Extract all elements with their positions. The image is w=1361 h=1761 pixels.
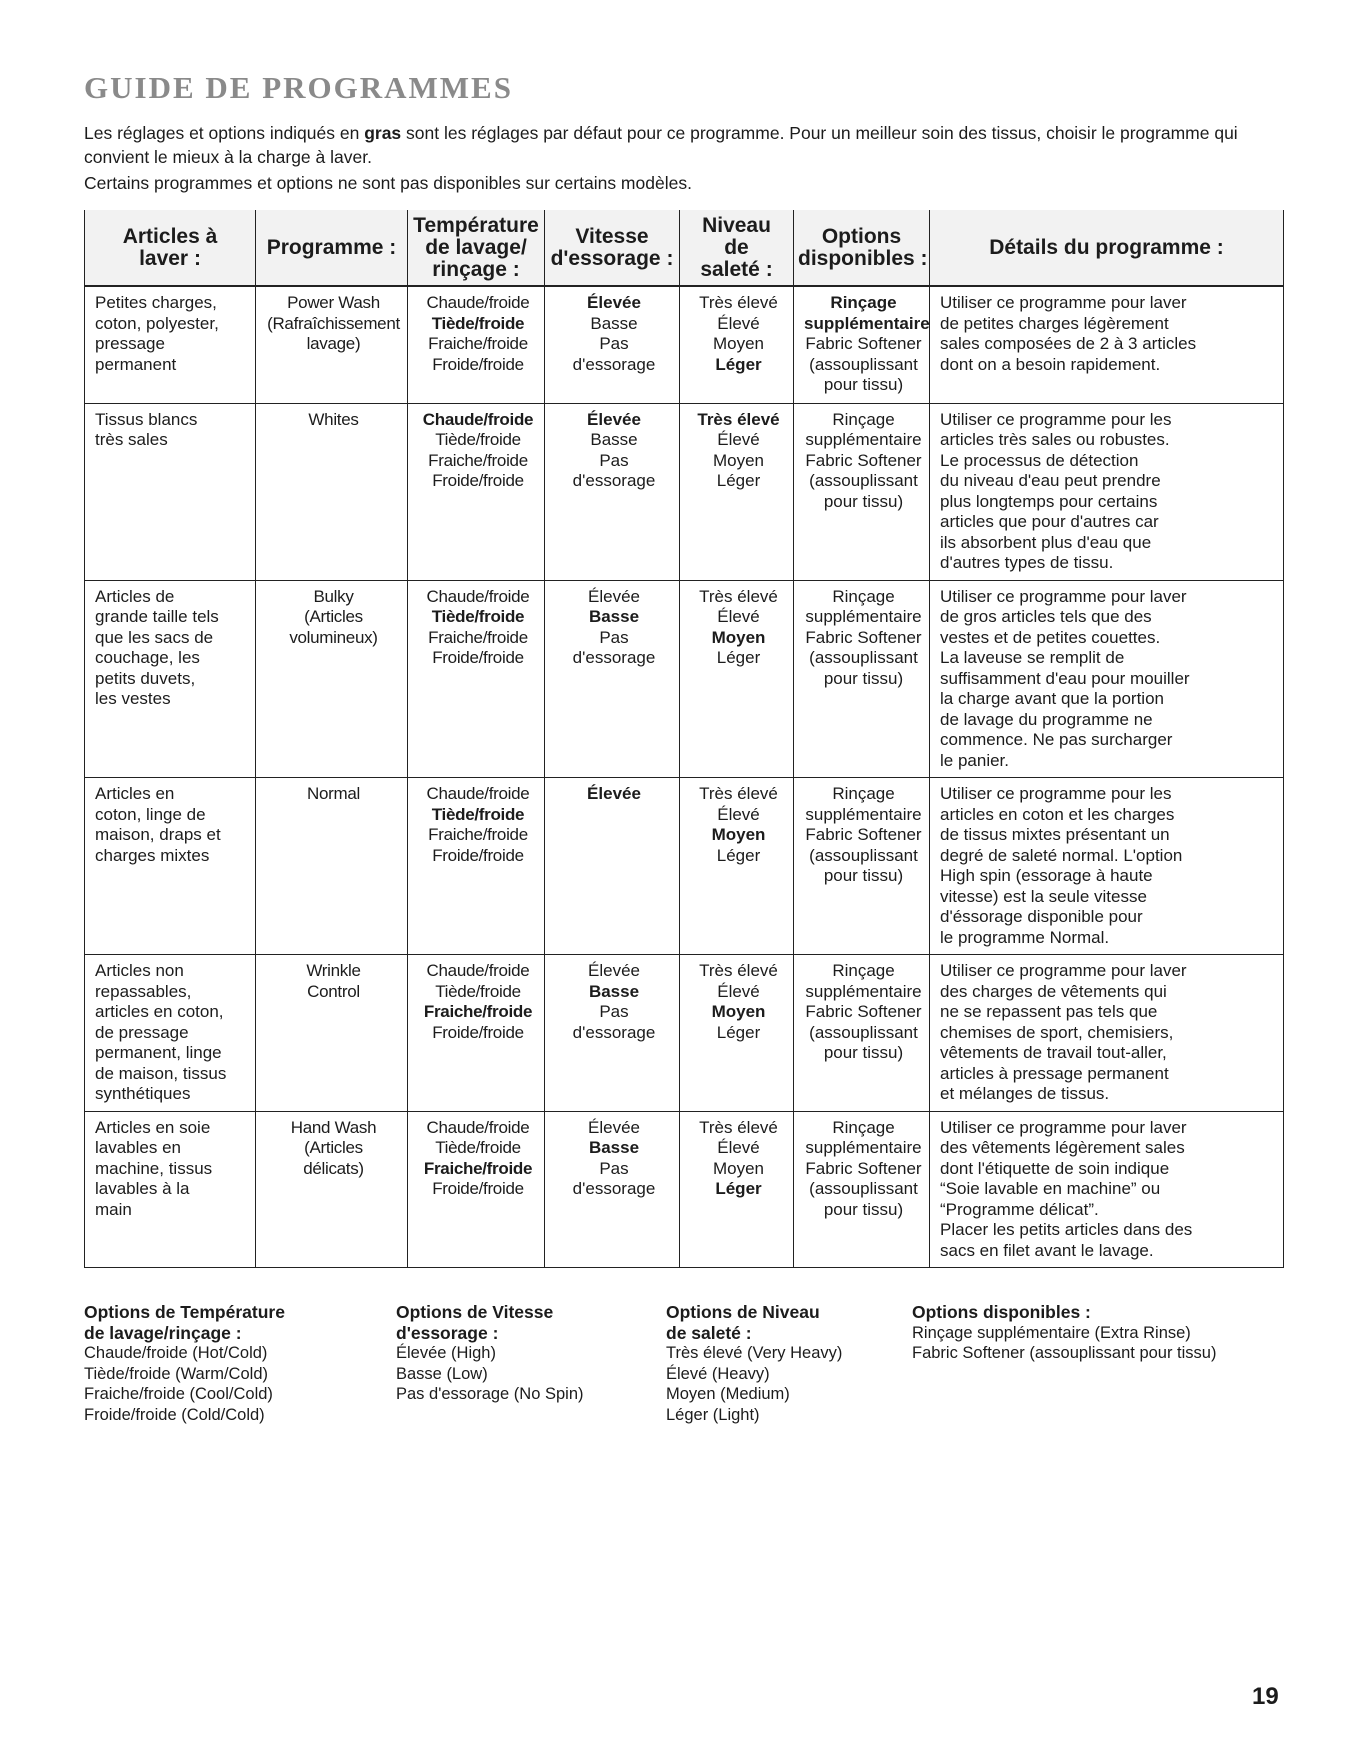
cell-line: volumineux) xyxy=(289,627,378,647)
cell-niveau xyxy=(680,580,794,778)
cell-options xyxy=(794,778,930,955)
cell-line: Pas xyxy=(599,1158,629,1178)
cell-line: pour tissu) xyxy=(823,1199,904,1219)
cell-line: Élevé xyxy=(717,981,760,1001)
cell-line: supplémentaire xyxy=(805,981,922,1001)
cell-line: Chaude/froide xyxy=(426,1117,530,1137)
cell-line: Petites charges, xyxy=(95,293,217,312)
cell-line: Très élevé xyxy=(697,409,780,429)
cell-line: Utiliser ce programme pour les xyxy=(940,409,1172,429)
cell-line: Élevée xyxy=(588,586,640,606)
header-programme xyxy=(256,210,408,286)
page-number: 19 xyxy=(1252,1683,1279,1710)
cell-line: et mélanges de tissus. xyxy=(940,1084,1110,1103)
cell-line: le panier. xyxy=(940,750,1009,770)
cell-line: dont l'étiquette de soin indique xyxy=(940,1158,1170,1178)
cell-line: Tiède/froide xyxy=(431,804,525,824)
cell-line: de gros articles tels que des xyxy=(940,607,1152,626)
cell-line: de maison, tissus xyxy=(95,1063,227,1083)
cell-line: Tiède/froide xyxy=(435,981,521,1001)
cell-line: de lavage du programme ne xyxy=(940,709,1153,729)
cell-line: Fraiche/froide xyxy=(428,825,528,844)
cell-line: dont on a besoin rapidement. xyxy=(940,354,1161,374)
cell-articles xyxy=(85,286,256,403)
header-line: Options xyxy=(821,224,902,248)
header-details xyxy=(930,210,1284,286)
legend-heading: Options de Vitesse xyxy=(396,1302,554,1322)
cell-line: du niveau d'eau peut prendre xyxy=(940,471,1161,490)
cell-programme xyxy=(256,1111,408,1268)
cell-niveau xyxy=(680,403,794,580)
header-line: de xyxy=(724,235,749,259)
cell-line: Fraiche/froide xyxy=(423,1158,533,1178)
cell-line: main xyxy=(95,1199,132,1219)
cell-line: Moyen xyxy=(712,450,765,470)
cell-line: d'essorage xyxy=(572,1179,656,1198)
legend-item: Moyen (Medium) xyxy=(666,1385,790,1403)
cell-line: le programme Normal. xyxy=(940,927,1110,947)
cell-line: Fabric Softener xyxy=(805,627,922,647)
cell-line: maison, draps et xyxy=(95,825,221,844)
cell-line: Léger xyxy=(716,1022,761,1042)
cell-line: synthétiques xyxy=(95,1084,191,1103)
cell-line: d'essorage xyxy=(572,1022,656,1042)
cell-articles xyxy=(85,403,256,580)
cell-line: que les sacs de xyxy=(95,627,214,647)
cell-line: Léger xyxy=(716,845,761,865)
cell-line: Pas xyxy=(599,334,629,353)
cell-line: petits duvets, xyxy=(95,668,196,688)
cell-line: Articles en xyxy=(95,784,175,803)
cell-line: Tissus blancs xyxy=(95,409,198,429)
cell-line: sales composées de 2 à 3 articles xyxy=(940,334,1197,353)
cell-line: Moyen xyxy=(711,627,766,647)
header-temperature xyxy=(408,210,545,286)
cell-programme xyxy=(256,778,408,955)
cell-line: suffisamment d'eau pour mouiller xyxy=(940,668,1190,688)
cell-line: Utiliser ce programme pour laver xyxy=(940,586,1187,606)
intro-paragraph-1: Les réglages et options indiqués en gras sont les réglages par défaut pour ce programme. Pour un meilleur soin des tissus, choisir le programme qui convient le mieux à la charge à laver. xyxy=(84,123,1238,167)
cell-line: Très élevé xyxy=(699,293,778,312)
cell-line: Très élevé xyxy=(699,586,778,606)
cell-vitesse xyxy=(545,580,680,778)
legend-vitesse xyxy=(396,1302,584,1405)
cell-line: “Soie lavable en machine” ou xyxy=(940,1179,1161,1198)
cell-temperature xyxy=(408,1111,545,1268)
cell-line: Pas xyxy=(599,1002,629,1021)
intro-paragraph-2: Certains programmes et options ne sont pas disponibles sur certains modèles. xyxy=(84,173,692,193)
cell-line: Froide/froide xyxy=(432,471,524,490)
cell-options xyxy=(794,580,930,778)
cell-line: Élevé xyxy=(717,1138,760,1157)
cell-line: Tiède/froide xyxy=(431,313,525,333)
header-line: disponibles : xyxy=(798,246,928,270)
cell-line: supplémentaire xyxy=(805,1138,922,1157)
legend-item: Tiède/froide (Warm/Cold) xyxy=(84,1364,268,1383)
cell-programme xyxy=(256,403,408,580)
cell-line: supplémentaire xyxy=(805,430,922,449)
header-line: laver : xyxy=(139,246,201,270)
cell-line: (Rafraîchissement xyxy=(267,313,400,333)
header-line: Vitesse xyxy=(575,224,649,248)
cell-line: Froide/froide xyxy=(432,648,524,667)
cell-line: Chaude/froide xyxy=(426,784,530,803)
cell-line: Rinçage xyxy=(830,293,897,312)
cell-line: Élevé xyxy=(717,804,760,824)
cell-line: Le processus de détection xyxy=(940,450,1139,470)
cell-niveau xyxy=(680,286,794,403)
header-line: rinçage : xyxy=(432,257,520,281)
cell-articles xyxy=(85,580,256,778)
cell-line: d'essorage xyxy=(572,648,656,667)
cell-line: Élevée xyxy=(587,409,641,429)
cell-line: Pas xyxy=(599,627,629,647)
cell-line: Whites xyxy=(308,409,359,429)
cell-line: Chaude/froide xyxy=(426,961,530,980)
header-options xyxy=(794,210,930,286)
cell-options xyxy=(794,955,930,1112)
header-line: Programme : xyxy=(266,235,397,259)
cell-line: Moyen xyxy=(712,334,765,353)
table-row xyxy=(85,955,1284,1112)
legend-options xyxy=(912,1302,1216,1364)
cell-line: pour tissu) xyxy=(823,866,904,885)
intro-text xyxy=(84,121,1284,195)
cell-line: coton, linge de xyxy=(95,804,206,824)
cell-line: coton, polyester, xyxy=(95,313,219,333)
cell-line: (assouplissant xyxy=(809,845,918,865)
legend-item: Pas d'essorage (No Spin) xyxy=(396,1385,584,1403)
cell-line: vestes et de petites couettes. xyxy=(940,627,1161,647)
cell-line: Léger xyxy=(716,648,761,667)
cell-line: La laveuse se remplit de xyxy=(940,648,1125,667)
cell-line: chemises de sport, chemisiers, xyxy=(940,1022,1174,1042)
cell-line: vitesse) est la seule vitesse xyxy=(940,886,1147,906)
cell-articles xyxy=(85,778,256,955)
cell-line: Fraiche/froide xyxy=(428,627,528,647)
cell-line: (assouplissant xyxy=(809,471,918,490)
header-line: Température xyxy=(413,213,539,237)
cell-line: Chaude/froide xyxy=(422,409,534,429)
cell-line: machine, tissus xyxy=(95,1158,213,1178)
legend-heading: Options disponibles : xyxy=(912,1302,1091,1322)
cell-line: Très élevé xyxy=(699,961,778,980)
header-line: saleté : xyxy=(700,257,773,281)
cell-line: délicats) xyxy=(303,1158,364,1178)
cell-temperature xyxy=(408,580,545,778)
cell-line: Pas xyxy=(599,450,629,470)
cell-line: Tiède/froide xyxy=(435,1138,521,1157)
cell-line: la charge avant que la portion xyxy=(940,689,1164,708)
cell-line: pour tissu) xyxy=(823,375,904,394)
cell-line: lavables en xyxy=(95,1138,182,1157)
page-title: GUIDE DE PROGRAMMES xyxy=(84,70,513,105)
cell-line: Tiède/froide xyxy=(431,607,525,626)
legend-heading: d'essorage : xyxy=(396,1322,499,1343)
cell-options xyxy=(794,403,930,580)
legend-heading: Options de Niveau xyxy=(666,1302,820,1322)
cell-line: Articles en soie xyxy=(95,1117,211,1137)
cell-temperature xyxy=(408,403,545,580)
cell-vitesse xyxy=(545,1111,680,1268)
cell-line: Utiliser ce programme pour laver xyxy=(940,293,1187,312)
cell-line: articles en coton et les charges xyxy=(940,804,1175,824)
legend-item: Basse (Low) xyxy=(396,1364,488,1383)
cell-line: articles en coton, xyxy=(95,1002,224,1021)
cell-line: Fraiche/froide xyxy=(428,450,528,470)
legend-item: Élevé (Heavy) xyxy=(666,1364,770,1383)
cell-vitesse xyxy=(545,955,680,1112)
header-articles xyxy=(85,210,256,286)
cell-line: plus longtemps pour certains xyxy=(940,491,1158,511)
cell-line: très sales xyxy=(95,430,168,449)
cell-line: des vêtements légèrement sales xyxy=(940,1138,1185,1157)
cell-articles xyxy=(85,955,256,1112)
legend-item: Fabric Softener (assouplissant pour tissu) xyxy=(912,1344,1217,1362)
cell-line: degré de saleté normal. L'option xyxy=(940,845,1183,865)
cell-line: Léger xyxy=(716,471,761,490)
legend-niveau xyxy=(666,1302,842,1425)
cell-line: Élevée xyxy=(588,1117,640,1137)
table-row xyxy=(85,580,1284,778)
legend-heading: de saleté : xyxy=(666,1322,752,1343)
cell-line: couchage, les xyxy=(95,648,200,667)
cell-articles xyxy=(85,1111,256,1268)
cell-vitesse xyxy=(545,286,680,403)
cell-line: vêtements de travail tout-aller, xyxy=(940,1043,1167,1062)
header-line: Détails du programme : xyxy=(989,235,1224,259)
table-row xyxy=(85,403,1284,580)
cell-temperature xyxy=(408,778,545,955)
cell-line: Froide/froide xyxy=(432,845,524,865)
cell-line: Très élevé xyxy=(699,1117,778,1137)
cell-line: lavables à la xyxy=(95,1179,190,1198)
table-row xyxy=(85,1111,1284,1268)
cell-line: lavage) xyxy=(306,334,361,353)
cell-line: sacs en filet avant le lavage. xyxy=(940,1240,1154,1260)
cell-line: Moyen xyxy=(712,1158,765,1178)
cell-temperature xyxy=(408,286,545,403)
cell-line: Rinçage xyxy=(832,784,895,803)
cell-line: Placer les petits articles dans des xyxy=(940,1220,1193,1239)
cell-vitesse xyxy=(545,403,680,580)
cell-line: repassables, xyxy=(95,981,192,1001)
cell-vitesse xyxy=(545,778,680,955)
cell-niveau xyxy=(680,1111,794,1268)
cell-line: Chaude/froide xyxy=(426,586,530,606)
cell-details xyxy=(930,778,1284,955)
cell-details xyxy=(930,955,1284,1112)
cell-line: les vestes xyxy=(95,689,171,708)
cell-line: Rinçage xyxy=(832,961,895,980)
cell-line: Froide/froide xyxy=(432,354,524,374)
cell-line: (assouplissant xyxy=(809,354,918,374)
cell-line: d'éssorage disponible pour xyxy=(940,907,1143,926)
cell-line: Basse xyxy=(588,1138,640,1157)
cell-line: Fraiche/froide xyxy=(428,334,528,353)
cell-line: Léger xyxy=(715,354,762,374)
cell-line: Élevé xyxy=(717,430,760,449)
cell-line: Basse xyxy=(588,607,640,626)
cell-details xyxy=(930,403,1284,580)
cell-line: Tiède/froide xyxy=(435,430,521,449)
program-guide-table xyxy=(84,210,1284,1268)
legend-item: Léger (Light) xyxy=(666,1405,760,1424)
cell-line: Élevé xyxy=(717,607,760,626)
cell-line: (Articles xyxy=(304,1138,363,1157)
cell-line: Fraiche/froide xyxy=(423,1002,533,1021)
cell-line: permanent, linge xyxy=(95,1043,222,1062)
cell-line: (assouplissant xyxy=(809,648,918,667)
cell-line: Fabric Softener xyxy=(805,450,922,470)
cell-line: ne se repassent pas tels que xyxy=(940,1002,1158,1021)
cell-line: Utiliser ce programme pour laver xyxy=(940,1117,1187,1137)
cell-line: articles à pressage permanent xyxy=(940,1063,1169,1083)
cell-line: (assouplissant xyxy=(809,1022,918,1042)
cell-line: d'essorage xyxy=(572,354,656,374)
cell-line: Élevée xyxy=(587,784,641,803)
legend-item: Chaude/froide (Hot/Cold) xyxy=(84,1344,268,1362)
cell-line: supplémentaire xyxy=(805,607,922,626)
cell-line: Control xyxy=(307,981,360,1001)
cell-line: commence. Ne pas surcharger xyxy=(940,730,1173,749)
cell-temperature xyxy=(408,955,545,1112)
cell-line: Très élevé xyxy=(699,784,778,803)
cell-line: grande taille tels xyxy=(95,607,219,626)
legend-item: Froide/froide (Cold/Cold) xyxy=(84,1405,265,1424)
legend-item: Rinçage supplémentaire (Extra Rinse) xyxy=(912,1323,1191,1342)
cell-line: Fabric Softener xyxy=(805,825,922,844)
cell-line: d'autres types de tissu. xyxy=(940,553,1114,572)
cell-programme xyxy=(256,286,408,403)
cell-line: Léger xyxy=(715,1179,762,1198)
cell-niveau xyxy=(680,778,794,955)
cell-niveau xyxy=(680,955,794,1112)
header-line: Articles à xyxy=(122,224,218,248)
cell-details xyxy=(930,286,1284,403)
cell-programme xyxy=(256,580,408,778)
header-line: Niveau xyxy=(702,213,771,237)
cell-line: Normal xyxy=(307,784,360,803)
cell-line: de petites charges légèrement xyxy=(940,313,1169,333)
legend-item: Élevée (High) xyxy=(396,1344,496,1362)
cell-line: Rinçage xyxy=(832,409,895,429)
cell-line: Utiliser ce programme pour les xyxy=(940,784,1172,803)
cell-line: Froide/froide xyxy=(432,1022,524,1042)
cell-line: Power Wash xyxy=(287,293,380,312)
cell-line: d'essorage xyxy=(572,471,656,490)
header-line: de lavage/ xyxy=(425,235,527,259)
cell-line: articles que pour d'autres car xyxy=(940,512,1159,531)
cell-options xyxy=(794,1111,930,1268)
legend-temperature xyxy=(84,1302,285,1425)
cell-line: Froide/froide xyxy=(432,1179,524,1198)
cell-line: de pressage xyxy=(95,1022,189,1042)
cell-line: Chaude/froide xyxy=(426,293,530,312)
cell-line: pour tissu) xyxy=(823,1043,904,1062)
cell-line: Articles de xyxy=(95,586,175,606)
cell-line: “Programme délicat”. xyxy=(940,1199,1099,1219)
cell-line: articles très sales ou robustes. xyxy=(940,430,1170,449)
cell-options xyxy=(794,286,930,403)
cell-line: Hand Wash xyxy=(290,1117,377,1137)
header-niveau xyxy=(680,210,794,286)
cell-line: Basse xyxy=(588,981,640,1001)
legend-item: Fraiche/froide (Cool/Cold) xyxy=(84,1385,273,1403)
cell-line: supplémentaire xyxy=(804,313,930,333)
cell-line: (assouplissant xyxy=(809,1179,918,1198)
cell-line: Fabric Softener xyxy=(805,1158,922,1178)
cell-line: permanent xyxy=(95,354,177,374)
cell-details xyxy=(930,580,1284,778)
cell-line: Élevée xyxy=(588,961,640,980)
cell-line: Élevé xyxy=(717,313,760,333)
cell-line: de tissus mixtes présentant un xyxy=(940,825,1170,844)
cell-line: Fabric Softener xyxy=(805,334,922,353)
cell-line: Moyen xyxy=(711,1002,766,1021)
cell-line: des charges de vêtements qui xyxy=(940,981,1167,1001)
cell-line: pressage xyxy=(95,334,165,353)
cell-line: pour tissu) xyxy=(823,491,904,511)
cell-line: (Articles xyxy=(304,607,363,626)
legend-heading: Options de Température xyxy=(84,1302,285,1322)
cell-line: Basse xyxy=(590,430,638,449)
header-vitesse xyxy=(545,210,680,286)
table-header-row xyxy=(85,210,1284,286)
cell-line: ils absorbent plus d'eau que xyxy=(940,532,1152,552)
cell-line: Rinçage xyxy=(832,586,895,606)
cell-line: Wrinkle xyxy=(306,961,361,980)
cell-line: supplémentaire xyxy=(805,804,922,824)
cell-line: Utiliser ce programme pour laver xyxy=(940,961,1187,980)
cell-line: Articles non xyxy=(95,961,184,980)
legend-item: Très élevé (Very Heavy) xyxy=(666,1344,843,1362)
cell-line: High spin (essorage à haute xyxy=(940,866,1153,885)
table-row xyxy=(85,778,1284,955)
cell-line: Élevée xyxy=(587,293,641,312)
cell-line: Moyen xyxy=(711,825,766,844)
table-row xyxy=(85,286,1284,403)
legend-heading: de lavage/rinçage : xyxy=(84,1322,242,1343)
cell-line: Fabric Softener xyxy=(805,1002,922,1021)
cell-line: Basse xyxy=(590,313,638,333)
cell-details xyxy=(930,1111,1284,1268)
cell-line: charges mixtes xyxy=(95,845,210,865)
header-line: d'essorage : xyxy=(550,246,674,270)
cell-line: Bulky xyxy=(313,586,354,606)
cell-line: Rinçage xyxy=(832,1117,895,1137)
cell-line: pour tissu) xyxy=(823,668,904,688)
cell-programme xyxy=(256,955,408,1112)
